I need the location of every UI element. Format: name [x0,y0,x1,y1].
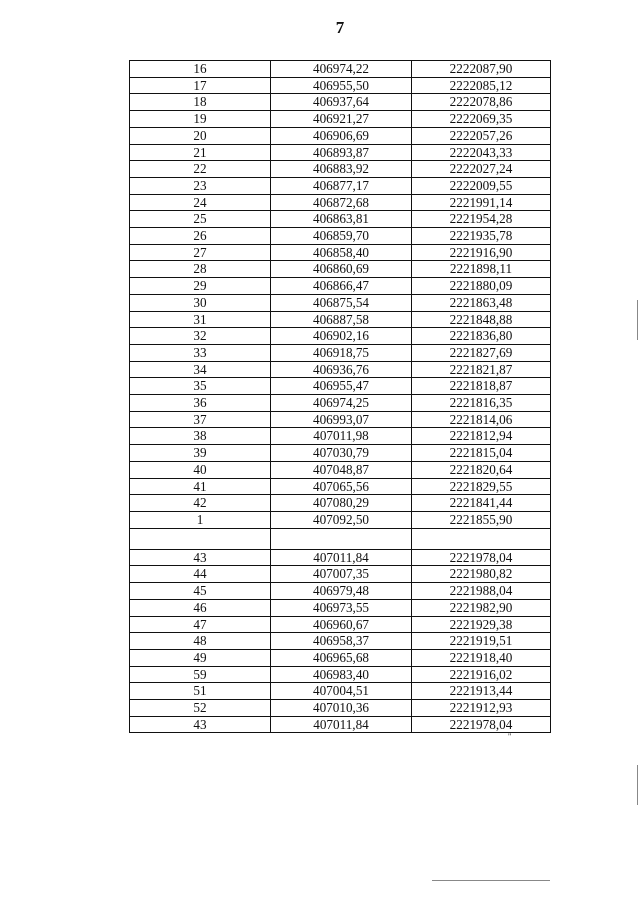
table-row [130,77,551,94]
y-coordinate-cell: 2221980,82 [412,566,551,583]
x-coordinate-cell: 406863,81 [271,211,412,228]
y-coordinate-cell: 2221820,64 [412,461,551,478]
table-row [130,583,551,600]
y-coordinate-cell: 2222043,33 [412,144,551,161]
page-number: 7 [335,18,345,37]
y-coordinate-cell: 2221978,04 [412,716,551,733]
y-coordinate-cell: 2221816,35 [412,395,551,412]
table-row [130,278,551,295]
x-coordinate-cell: 406902,16 [271,328,412,345]
table-row [130,478,551,495]
table-row [130,683,551,700]
x-coordinate-cell: 406955,50 [271,77,412,94]
y-coordinate-cell: 2221848,88 [412,311,551,328]
y-coordinate-cell: 2222087,90 [412,61,551,78]
x-coordinate-cell: 407080,29 [271,495,412,512]
x-coordinate-cell: 407092,50 [271,511,412,528]
table-row [130,716,551,733]
table-row [130,495,551,512]
table-row [130,461,551,478]
table-row [130,599,551,616]
y-coordinate-cell [412,528,551,549]
x-coordinate-cell: 406973,55 [271,599,412,616]
point-number-cell: 1 [130,511,271,528]
table-row [130,511,551,528]
table-row [130,700,551,717]
point-number-cell: 30 [130,294,271,311]
x-coordinate-cell: 406937,64 [271,94,412,111]
y-coordinate-cell: 2221991,14 [412,194,551,211]
point-number-cell: 29 [130,278,271,295]
x-coordinate-cell: 407004,51 [271,683,412,700]
point-number-cell: 24 [130,194,271,211]
coordinates-table-body [130,61,551,733]
y-coordinate-cell: 2221982,90 [412,599,551,616]
table-row [130,633,551,650]
point-number-cell: 52 [130,700,271,717]
y-coordinate-cell: 2221827,69 [412,344,551,361]
y-coordinate-cell: 2222027,24 [412,161,551,178]
point-number-cell: 48 [130,633,271,650]
point-number-cell: 27 [130,244,271,261]
x-coordinate-cell: 406979,48 [271,583,412,600]
table-row [130,161,551,178]
table-row [130,649,551,666]
y-coordinate-cell: 2221919,51 [412,633,551,650]
point-number-cell: 43 [130,716,271,733]
point-number-cell: 43 [130,549,271,566]
point-number-cell: 41 [130,478,271,495]
point-number-cell: 32 [130,328,271,345]
point-number-cell: 34 [130,361,271,378]
point-number-cell: 31 [130,311,271,328]
table-row [130,666,551,683]
table-row [130,445,551,462]
point-number-cell: 46 [130,599,271,616]
table-row [130,244,551,261]
point-number-cell: 42 [130,495,271,512]
table-row [130,211,551,228]
x-coordinate-cell: 406974,22 [271,61,412,78]
x-coordinate-cell: 406921,27 [271,111,412,128]
y-coordinate-cell: 2221935,78 [412,228,551,245]
y-coordinate-cell: 2221812,94 [412,428,551,445]
point-number-cell: 38 [130,428,271,445]
x-coordinate-cell: 406877,17 [271,177,412,194]
x-coordinate-cell: 407011,84 [271,716,412,733]
x-coordinate-cell: 406883,92 [271,161,412,178]
point-number-cell: 33 [130,344,271,361]
table-row [130,428,551,445]
table-row [130,228,551,245]
point-number-cell: 49 [130,649,271,666]
y-coordinate-cell: 2221929,38 [412,616,551,633]
y-coordinate-cell: 2221855,90 [412,511,551,528]
y-coordinate-cell: 2221821,87 [412,361,551,378]
y-coordinate-cell: 2221978,04 [412,549,551,566]
table-row [130,344,551,361]
y-coordinate-cell: 2222069,35 [412,111,551,128]
x-coordinate-cell: 406918,75 [271,344,412,361]
x-coordinate-cell: 406893,87 [271,144,412,161]
point-number-cell: 19 [130,111,271,128]
x-coordinate-cell: 406859,70 [271,228,412,245]
y-coordinate-cell: 2221988,04 [412,583,551,600]
y-coordinate-cell: 2221913,44 [412,683,551,700]
coordinates-table [129,60,551,733]
y-coordinate-cell: 2221912,93 [412,700,551,717]
y-coordinate-cell: 2221898,11 [412,261,551,278]
x-coordinate-cell: 407011,84 [271,549,412,566]
point-number-cell: 21 [130,144,271,161]
y-coordinate-cell: 2221841,44 [412,495,551,512]
x-coordinate-cell: 406866,47 [271,278,412,295]
x-coordinate-cell: 406955,47 [271,378,412,395]
scan-edge-line-right-lower [637,765,638,805]
point-number-cell: 36 [130,395,271,412]
y-coordinate-cell: 2221818,87 [412,378,551,395]
y-coordinate-cell: 2222057,26 [412,127,551,144]
x-coordinate-cell: 407007,35 [271,566,412,583]
y-coordinate-cell: 2221829,55 [412,478,551,495]
table-row [130,94,551,111]
x-coordinate-cell [271,528,412,549]
table-row [130,328,551,345]
y-coordinate-cell: 2221916,02 [412,666,551,683]
point-number-cell: 47 [130,616,271,633]
x-coordinate-cell: 406860,69 [271,261,412,278]
y-coordinate-cell: 2222085,12 [412,77,551,94]
point-number-cell: 17 [130,77,271,94]
table-row [130,361,551,378]
table-row [130,261,551,278]
x-coordinate-cell: 406965,68 [271,649,412,666]
table-row [130,549,551,566]
point-number-cell [130,528,271,549]
point-number-cell: 37 [130,411,271,428]
table-row [130,194,551,211]
table-row [130,411,551,428]
y-coordinate-cell: 2222078,86 [412,94,551,111]
x-coordinate-cell: 406958,37 [271,633,412,650]
table-row [130,528,551,549]
point-number-cell: 22 [130,161,271,178]
x-coordinate-cell: 406993,07 [271,411,412,428]
point-number-cell: 18 [130,94,271,111]
x-coordinate-cell: 406983,40 [271,666,412,683]
point-number-cell: 28 [130,261,271,278]
x-coordinate-cell: 406960,67 [271,616,412,633]
y-coordinate-cell: 2221880,09 [412,278,551,295]
x-coordinate-cell: 406887,58 [271,311,412,328]
y-coordinate-cell: 2221863,48 [412,294,551,311]
y-coordinate-cell: 2221916,90 [412,244,551,261]
x-coordinate-cell: 406936,76 [271,361,412,378]
table-row [130,177,551,194]
scan-edge-line-right [637,300,638,340]
y-coordinate-cell: 2221815,04 [412,445,551,462]
point-number-cell: 26 [130,228,271,245]
point-number-cell: 23 [130,177,271,194]
table-row [130,111,551,128]
y-coordinate-cell: 2221954,28 [412,211,551,228]
point-number-cell: 39 [130,445,271,462]
point-number-cell: 45 [130,583,271,600]
table-row [130,61,551,78]
point-number-cell: 25 [130,211,271,228]
y-coordinate-cell: 2222009,55 [412,177,551,194]
y-coordinate-cell: 2221918,40 [412,649,551,666]
table-row [130,127,551,144]
x-coordinate-cell: 407010,36 [271,700,412,717]
point-number-cell: 40 [130,461,271,478]
y-coordinate-cell: 2221814,06 [412,411,551,428]
x-coordinate-cell: 406872,68 [271,194,412,211]
point-number-cell: 16 [130,61,271,78]
x-coordinate-cell: 407048,87 [271,461,412,478]
table-row [130,311,551,328]
scan-edge-line-bottom [432,880,550,881]
point-number-cell: 59 [130,666,271,683]
table-row [130,144,551,161]
table-row [130,294,551,311]
point-number-cell: 35 [130,378,271,395]
x-coordinate-cell: 407011,98 [271,428,412,445]
y-coordinate-cell: 2221836,80 [412,328,551,345]
table-row [130,395,551,412]
point-number-cell: 51 [130,683,271,700]
x-coordinate-cell: 406906,69 [271,127,412,144]
point-number-cell: 44 [130,566,271,583]
table-row [130,378,551,395]
table-row [130,616,551,633]
x-coordinate-cell: 406875,54 [271,294,412,311]
x-coordinate-cell: 407030,79 [271,445,412,462]
footnote-mark: " [508,732,512,741]
x-coordinate-cell: 407065,56 [271,478,412,495]
x-coordinate-cell: 406858,40 [271,244,412,261]
table-row [130,566,551,583]
point-number-cell: 20 [130,127,271,144]
x-coordinate-cell: 406974,25 [271,395,412,412]
